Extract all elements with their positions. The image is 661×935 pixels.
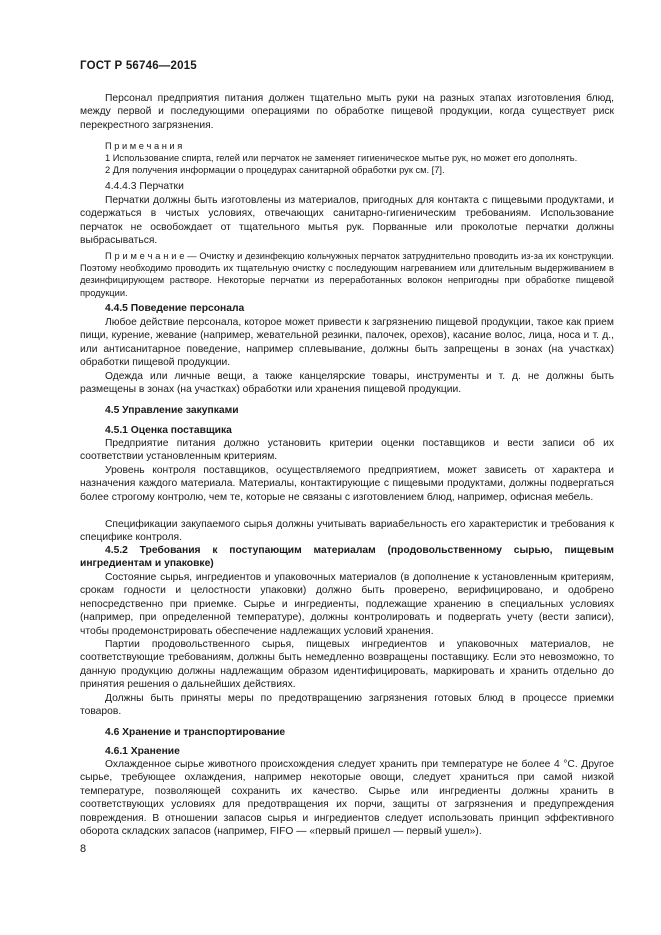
- heading-4-6-1: 4.6.1 Хранение: [105, 746, 180, 757]
- standard-header: ГОСТ Р 56746—2015: [80, 60, 197, 72]
- paragraph-gloves: Перчатки должны быть изготовлены из материалов, пригодных для контакта с пищевыми продуктами, и содержаться в чистых условиях, отвечающих санитарно-гигиеническим требованиям. Использование перчаток не освобождает от тщательного мытья рук. Порванные или проколотые перчатки должны выбрасываться.: [80, 195, 614, 247]
- paragraph-4-5-1-b: Уровень контроля поставщиков, осуществляемого предприятием, может зависеть от характера и назначения каждого материала. Материалы, контактирующие с пищевыми продуктами, должны подвергаться более строгому контролю, чем те, которые не связаны с изготовлением блюд, например, офисная мебель.: [80, 465, 614, 503]
- paragraph-4-5-1-c: Спецификации закупаемого сырья должны учитывать вариабельность его характеристик и требования к специфике контроля.: [80, 519, 614, 544]
- note-1: 1 Использование спирта, гелей или перчаток не заменяет гигиеническое мытье рук, но может его дополнять.: [105, 153, 578, 163]
- heading-4-5-1: 4.5.1 Оценка поставщика: [105, 425, 232, 436]
- notes-title: П р и м е ч а н и я: [105, 141, 183, 151]
- heading-4-5-2: 4.5.2 Требования к поступающим материалам (продовольственному сырью, пищевым ингредиентам и упаковке): [80, 545, 614, 570]
- note-text: — Очистку и дезинфекцию кольчужных перчаток затруднительно проводить из-за их конструкции. Поэтому необходимо проводить их тщательную очистку с последующим нагреванием или длительным выдерживанием в дезинфицирующем растворе. Некоторые перчатки из переработанных волокон непригодны при обработке пищевой продукции.: [80, 251, 614, 298]
- paragraph-4-5-2-b: Партии продовольственного сырья, пищевых ингредиентов и упаковочных материалов, не соответствующие требованиям, должны быть немедленно возвращены поставщику. Если это невозможно, то данную продукцию должны надлежащим образом идентифицировать, маркировать и хранить отдельно до принятия решения о дальнейших действиях.: [80, 639, 614, 691]
- paragraph-personnel-handwash: Персонал предприятия питания должен тщательно мыть руки на разных этапах изготовления блюд, между первой и последующими операциями по обработке пищевой продукции, когда существует риск перекрестного загрязнения.: [80, 93, 614, 131]
- note-2: 2 Для получения информации о процедурах санитарной обработки рук см. [7].: [105, 165, 445, 175]
- heading-4-6: 4.6 Хранение и транспортирование: [105, 727, 286, 738]
- heading-4-4-5: 4.4.5 Поведение персонала: [105, 303, 245, 314]
- paragraph-4-5-2-a: Состояние сырья, ингредиентов и упаковочных материалов (в дополнение к установленным критериям, срокам годности и целостности упаковки) должно быть проверено, верифицировано, и одобрено непосредственно при приемке. Сырье и ингредиенты, подлежащие хранению в специальных условиях (например, при определенной температуре), должны контролировать и подвергать учету (вести записи), чтобы продемонстрировать обеспечение надлежащих условий хранения.: [80, 572, 614, 637]
- page-number: 8: [80, 843, 87, 855]
- paragraph-4-5-2-c: Должны быть приняты меры по предотвращению загрязнения готовых блюд в процессе приемки товаров.: [80, 693, 614, 718]
- paragraph-4-5-1-a: Предприятие питания должно установить критерии оценки поставщиков и вести записи об их соответствии установленным критериям.: [80, 438, 614, 463]
- note-chain-gloves: [80, 250, 614, 299]
- heading-4-5: 4.5 Управление закупками: [105, 405, 239, 416]
- heading-4-4-4-3: 4.4.4.3 Перчатки: [105, 181, 184, 192]
- paragraph-4-6-1: Охлажденное сырье животного происхождения следует хранить при температуре не более 4 °C. Другое сырье, требующее охлаждения, например некоторые овощи, следует храниться при самой низкой температуре, позволяющей сохранить их качество. Сырье или ингредиенты должны хранить в соответствующих условиях для предотвращения их порчи, защиты от загрязнения и предупреждения повреждения. В отношении запасов сырья и ингредиентов следует использовать принцип эффективного оборота складских запасов (например, FIFO — «первый пришел — первый ушел»).: [80, 759, 614, 838]
- paragraph-behavior: Любое действие персонала, которое может привести к загрязнению пищевой продукции, такое как прием пищи, курение, жевание (например, жевательной резинки, палочек, орехов), касание волос, лица, носа и т. д., или антисанитарное поведение, например сплевывание, должны быть запрещены в зонах (на участках) обработки пищевой продукции.: [80, 317, 614, 369]
- note-label: П р и м е ч а н и е: [105, 251, 185, 261]
- paragraph-personal-items: Одежда или личные вещи, а также канцелярские товары, инструменты и т. д. не должны быть размещены в зонах (на участках) обработки или хранения пищевой продукции.: [80, 371, 614, 396]
